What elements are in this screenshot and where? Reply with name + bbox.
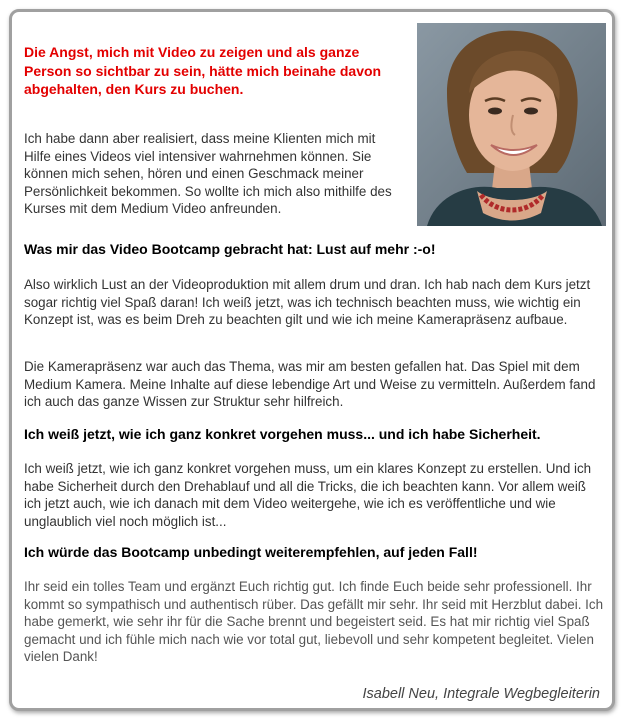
portrait-icon: [417, 23, 606, 226]
paragraph-benefit: Also wirklich Lust an der Videoproduktion mit allem drum und dran. Ich hab nach dem Kurs jetzt sogar richtig viel Spaß daran! Ich weiß jetzt, was ich technisch beachten muss, wie wichtig ein Konzept ist, was es beim Dreh zu beachten gilt und wie ich meine Kamerapräsenz aufbaue.: [24, 277, 591, 328]
paragraph-confidence: Ich weiß jetzt, wie ich ganz konkret vorgehen muss, um ein klares Konzept zu erstellen. Und ich habe Sicherheit durch den Drehablauf und all die Tricks, die ich beachten kann. Vor allem weiß ich jetzt auch, wie ich danach mit dem Video weitergehe, wie ich es veröffentliche und wie unglaublich viel noch möglich ist...: [24, 461, 592, 529]
intro-body: Ich habe dann aber realisiert, dass meine Klienten mich mit Hilfe eines Videos viel intensiver wahrnehmen können. Sie können mich sehen, hören und einen Geschmack meiner Persönlichkeit bekommen. So wollte ich mich also mithilfe des Kurses mit dem Medium Video anfreunden.: [24, 131, 392, 217]
signature: Isabell Neu, Integrale Wegbegleiterin: [362, 686, 600, 702]
paragraph-recommendation: Ihr seid ein tolles Team und ergänzt Euch richtig gut. Ich finde Euch beide sehr professionell. Ihr kommt so sympathisch und authentisch rüber. Das gefällt mir sehr. Ihr seid mit Herzblut dabei. Ich habe gemerkt, wie sehr ihr für die Sache brennt und begeistert seid. Es hat mir richtig viel Spaß gemacht und ich fühle mich nach wie vor total gut, liebevoll und sehr kompetent begleitet. Vielen vielen Dank!: [24, 579, 604, 665]
section-heading-confidence: Ich weiß jetzt, wie ich ganz konkret vorgehen muss... und ich habe Sicherheit.: [24, 426, 541, 442]
intro-highlight: Die Angst, mich mit Video zu zeigen und als ganze Person so sichtbar zu sein, hätte mich beinahe davon abgehalten, den Kurs zu buchen.: [24, 44, 382, 97]
paragraph-camera-presence: Die Kamerapräsenz war auch das Thema, was mir am besten gefallen hat. Das Spiel mit dem Medium Kamera. Meine Inhalte auf diese lebendige Art und Weise zu vermitteln. Außerdem fand ich auch das ganze Wissen zur Struktur sehr hilfreich.: [24, 359, 596, 410]
section-heading-recommendation: Ich würde das Bootcamp unbedingt weiterempfehlen, auf jeden Fall!: [24, 544, 478, 560]
portrait-photo: [417, 23, 606, 226]
section-heading-benefit: Was mir das Video Bootcamp gebracht hat: Lust auf mehr :-o!: [24, 241, 436, 257]
